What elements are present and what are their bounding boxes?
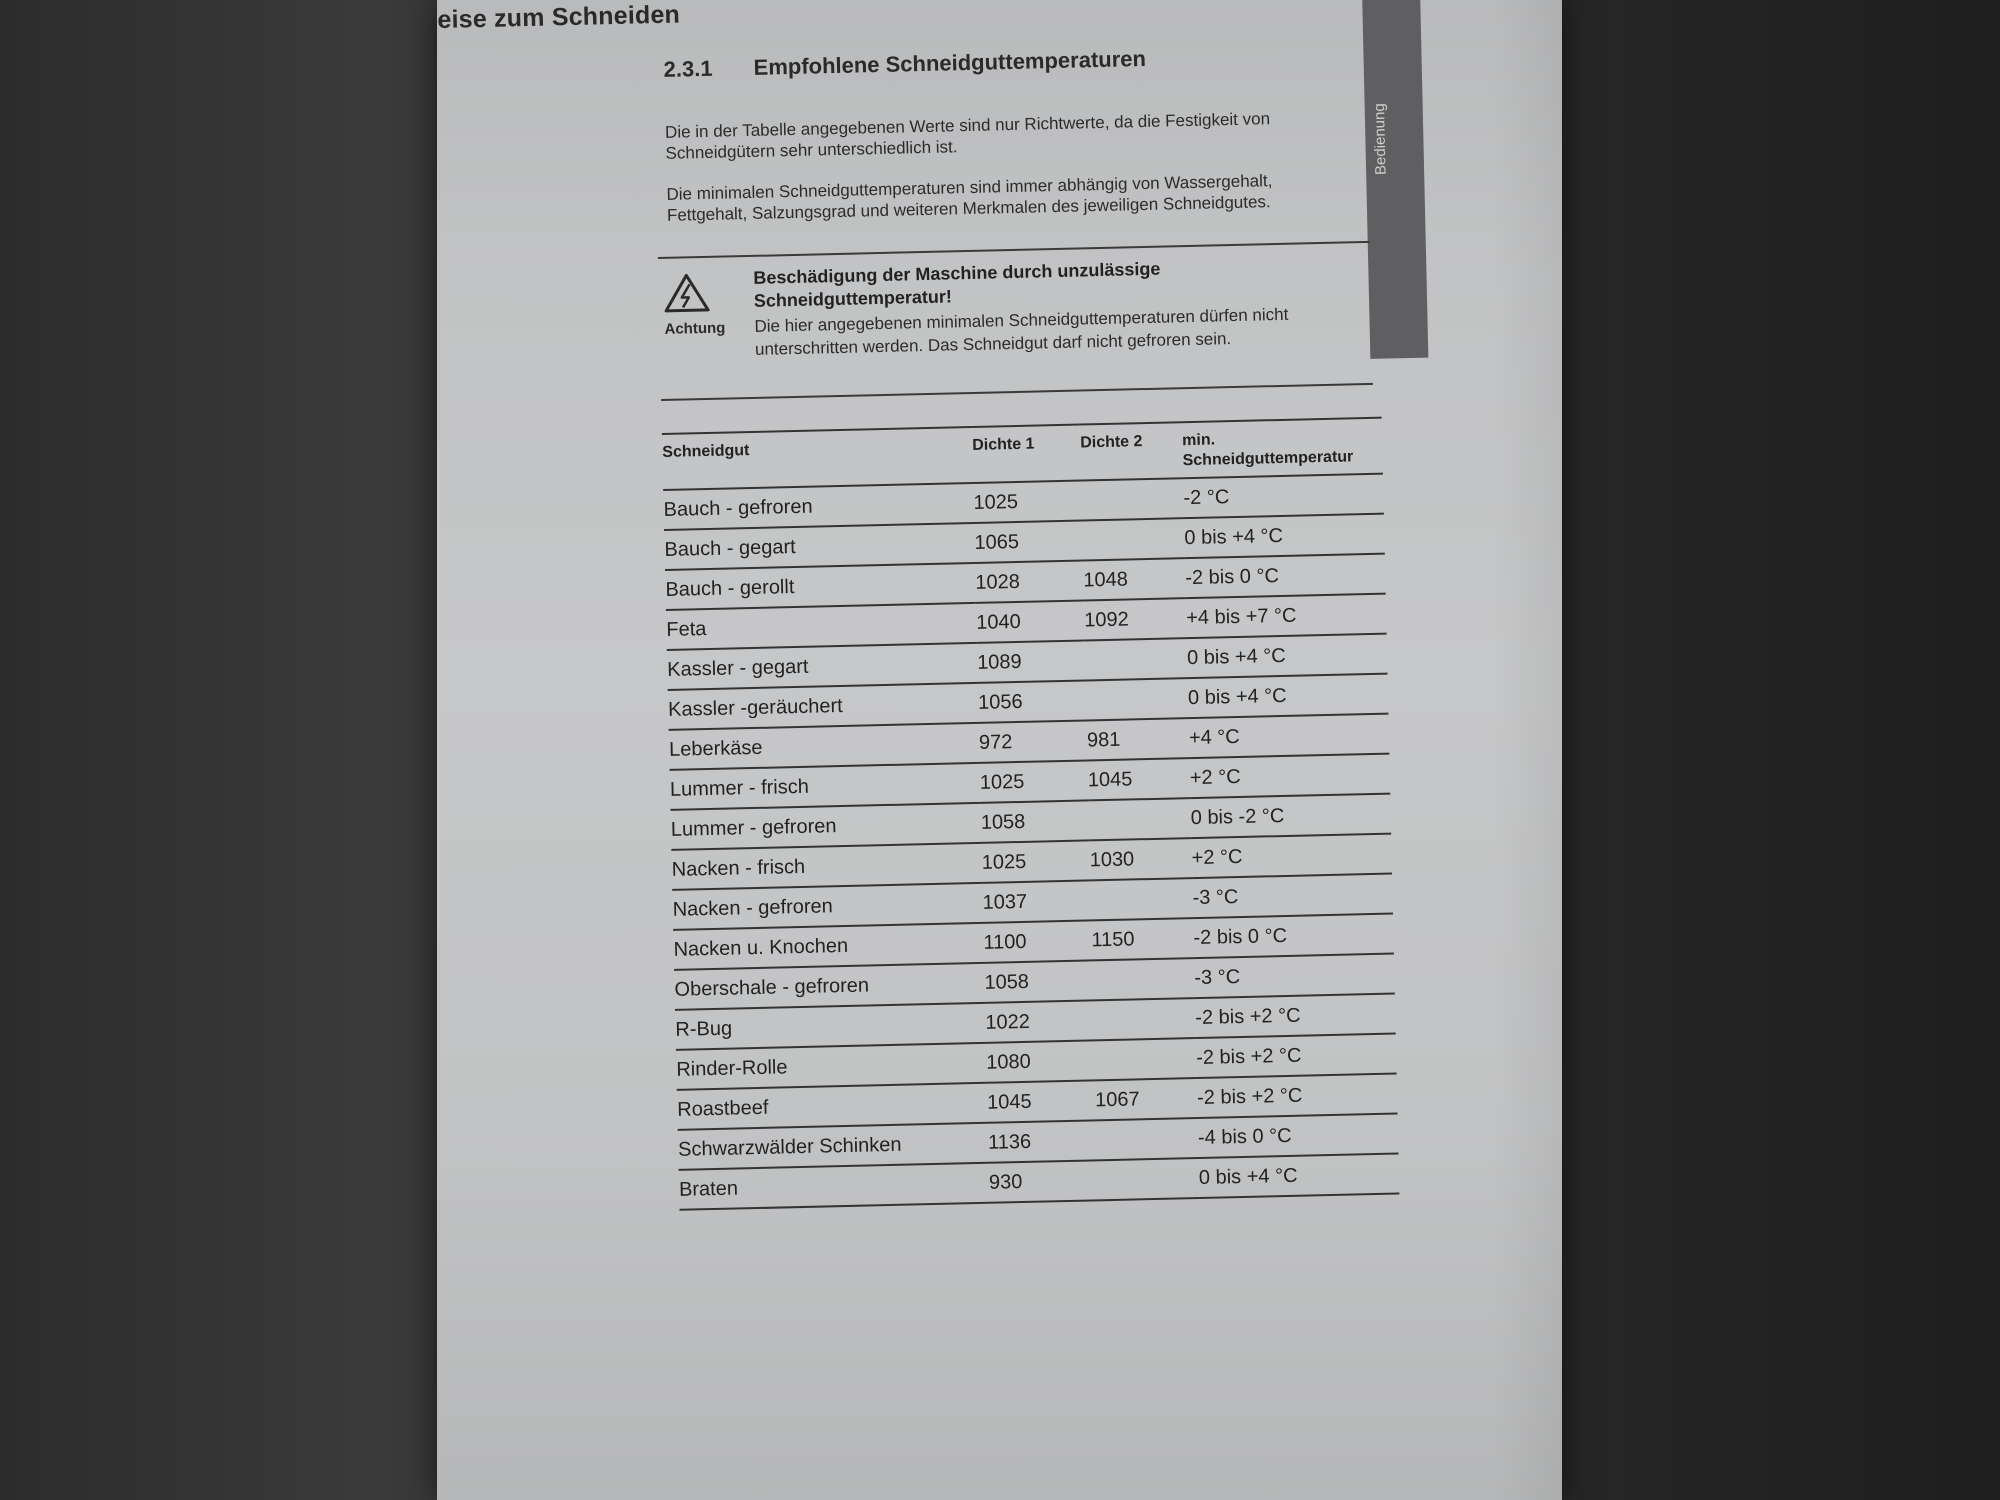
density-1-cell: 1037: [982, 880, 1091, 922]
min-temperature-cell: +4 bis +7 °C: [1186, 594, 1387, 639]
product-name-cell: Lummer - gefroren: [670, 803, 981, 850]
density-1-cell: 1025: [979, 760, 1088, 802]
density-2-cell: [1096, 1118, 1199, 1160]
density-2-cell: [1093, 998, 1196, 1040]
warning-triangle-lightning-icon: [663, 272, 710, 313]
product-name-cell: Feta: [666, 603, 977, 650]
product-name-cell: Kassler -geräuchert: [668, 683, 979, 730]
min-temperature-cell: 0 bis +4 °C: [1188, 674, 1389, 719]
side-tab-label-text: Bedienung: [1371, 102, 1390, 175]
min-temperature-cell: +4 °C: [1188, 714, 1389, 759]
density-2-cell: 981: [1087, 718, 1190, 760]
density-2-cell: 1067: [1095, 1078, 1198, 1120]
product-name-cell: Bauch - gegart: [664, 523, 975, 570]
section-number: 2.3.1: [663, 55, 713, 82]
header-min-temperature: min. Schneidguttemperatur: [1182, 418, 1383, 479]
product-name-cell: Leberkäse: [669, 723, 980, 770]
product-name-cell: Roastbeef: [677, 1083, 988, 1130]
product-name-cell: Nacken u. Knochen: [673, 923, 984, 970]
product-name-cell: Oberschale - gefroren: [674, 963, 985, 1010]
density-2-cell: [1096, 1158, 1199, 1200]
density-1-cell: 1080: [986, 1040, 1095, 1082]
manual-page: [437, 0, 1562, 1500]
density-1-cell: 1045: [987, 1080, 1096, 1122]
min-temperature-cell: -3 °C: [1192, 874, 1393, 919]
min-temperature-cell: -2 bis +2 °C: [1195, 994, 1396, 1039]
product-name-cell: Kassler - gegart: [667, 643, 978, 690]
density-2-cell: [1082, 518, 1185, 560]
min-temperature-cell: -4 bis 0 °C: [1198, 1113, 1399, 1158]
page-content: [437, 0, 1562, 1500]
warning-box: [658, 241, 1373, 401]
table-body: [663, 474, 1399, 1210]
density-2-cell: [1085, 638, 1188, 680]
min-temperature-cell: 0 bis +4 °C: [1184, 514, 1385, 559]
density-1-cell: 1089: [977, 640, 1086, 682]
density-2-cell: [1092, 958, 1195, 1000]
density-2-cell: [1088, 798, 1191, 840]
min-temperature-cell: -2 bis 0 °C: [1185, 554, 1386, 599]
min-temperature-cell: -2 bis +2 °C: [1196, 1034, 1397, 1079]
density-2-cell: [1090, 878, 1193, 920]
density-1-cell: 1058: [984, 960, 1093, 1002]
product-name-cell: Bauch - gerollt: [665, 563, 976, 610]
min-temperature-cell: 0 bis +4 °C: [1198, 1153, 1399, 1198]
min-temperature-cell: 0 bis -2 °C: [1190, 794, 1391, 839]
density-1-cell: 1058: [980, 800, 1089, 842]
min-temperature-cell: 0 bis +4 °C: [1187, 634, 1388, 679]
product-name-cell: Bauch - gefroren: [663, 483, 974, 530]
density-1-cell: 1100: [983, 920, 1092, 962]
header-schneidgut: Schneidgut: [662, 427, 973, 490]
density-1-cell: 972: [979, 720, 1088, 762]
min-temperature-cell: -2 °C: [1183, 474, 1384, 519]
temperature-note-paragraph: Die minimalen Schneidguttemperaturen sind immer abhängig von Wassergehalt, Fettgehalt, Salzungsgrad und weiteren Merkmalen des jeweiligen Schneidgutes.: [666, 171, 1273, 225]
product-name-cell: Schwarzwälder Schinken: [678, 1123, 989, 1170]
density-1-cell: 1040: [976, 600, 1085, 642]
min-temperature-cell: +2 °C: [1189, 754, 1390, 799]
warning-text: Die hier angegebenen minimalen Schneidguttemperaturen dürfen nicht unterschritten werden. Das Schneidgut darf nicht gefroren sein.: [754, 304, 1289, 359]
section-title: Empfohlene Schneidguttemperaturen: [753, 45, 1147, 80]
density-1-cell: 1056: [978, 680, 1087, 722]
product-name-cell: Nacken - gefroren: [672, 883, 983, 930]
product-name-cell: Lummer - frisch: [670, 763, 981, 810]
density-1-cell: 930: [989, 1160, 1098, 1202]
warning-title: Beschädigung der Maschine durch unzulässige Schneidguttemperatur!: [753, 258, 1161, 311]
header-dichte-2: Dichte 2: [1080, 422, 1183, 480]
density-2-cell: 1092: [1084, 598, 1187, 640]
density-1-cell: 1025: [981, 840, 1090, 882]
intro-paragraph: Die in der Tabelle angegebenen Werte sind nur Richtwerte, da die Festigkeit von Schneidgütern sehr unterschiedlich ist.: [664, 109, 1271, 163]
density-1-cell: 1022: [985, 1000, 1094, 1042]
density-2-cell: [1081, 478, 1184, 520]
product-name-cell: Nacken - frisch: [671, 843, 982, 890]
cutting-temperature-table: [662, 417, 1399, 1211]
product-name-cell: Rinder-Rolle: [676, 1043, 987, 1090]
density-1-cell: 1025: [973, 481, 1082, 523]
header-dichte-1: Dichte 1: [972, 425, 1081, 483]
section-header: [663, 46, 1146, 83]
min-temperature-cell: -2 bis 0 °C: [1193, 914, 1394, 959]
density-2-cell: 1030: [1089, 838, 1192, 880]
density-1-cell: 1028: [975, 560, 1084, 602]
product-name-cell: Braten: [679, 1163, 990, 1210]
chapter-title: eise zum Schneiden: [437, 0, 681, 34]
density-2-cell: 1150: [1091, 918, 1194, 960]
min-temperature-cell: -3 °C: [1194, 954, 1395, 999]
warning-label: Achtung: [664, 319, 726, 338]
density-2-cell: [1086, 678, 1189, 720]
density-1-cell: 1136: [988, 1120, 1097, 1162]
density-2-cell: 1048: [1083, 558, 1186, 600]
product-name-cell: R-Bug: [675, 1003, 986, 1050]
min-temperature-cell: +2 °C: [1191, 834, 1392, 879]
min-temperature-cell: -2 bis +2 °C: [1197, 1074, 1398, 1119]
density-2-cell: [1094, 1038, 1197, 1080]
density-2-cell: 1045: [1087, 758, 1190, 800]
density-1-cell: 1065: [974, 521, 1083, 563]
